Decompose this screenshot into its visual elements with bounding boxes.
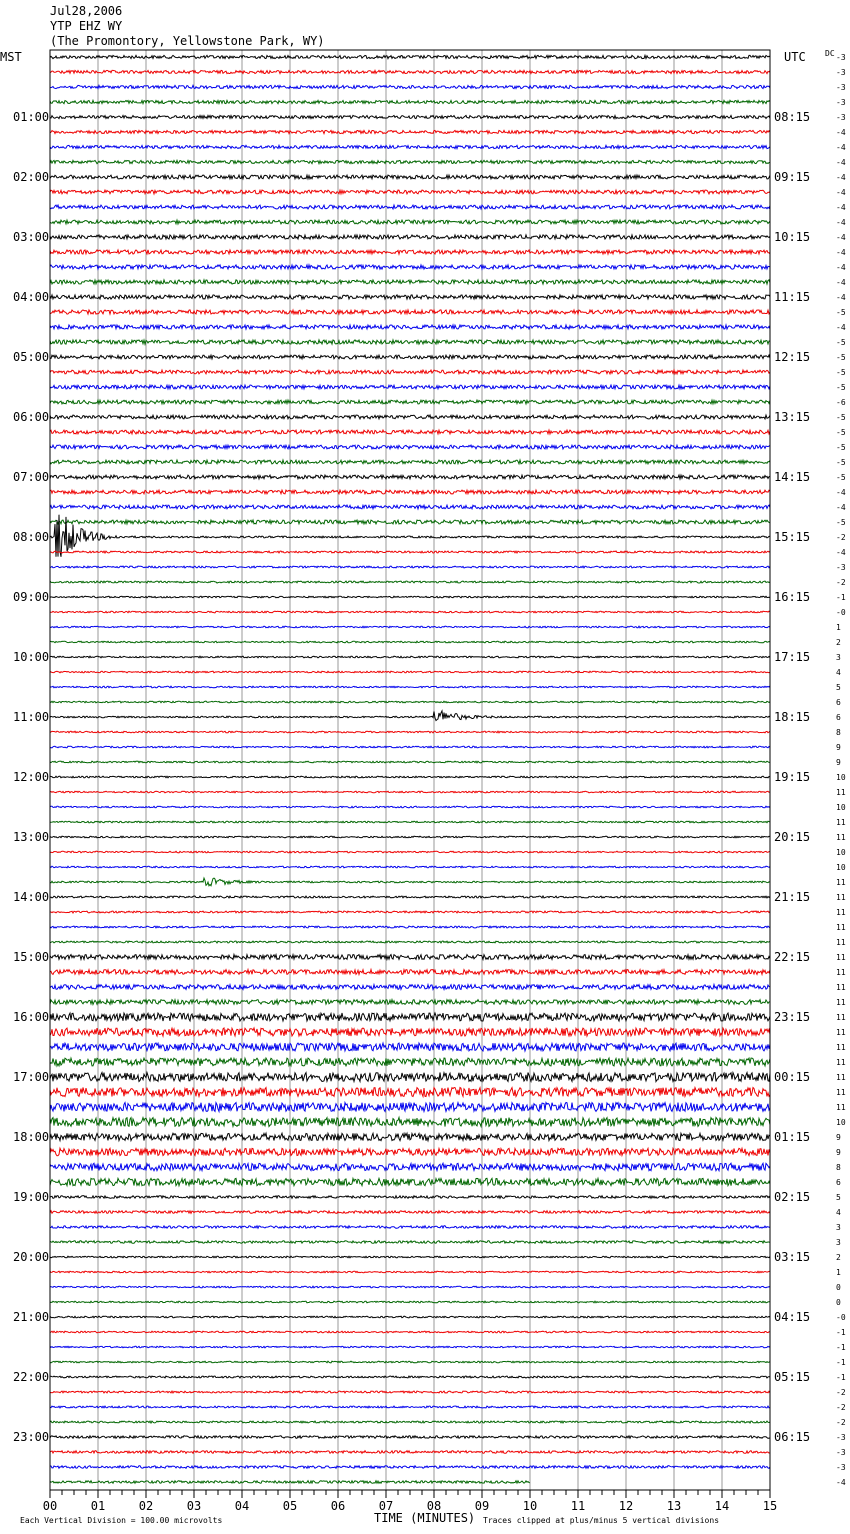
dc-offset-label: 10 — [836, 803, 846, 812]
dc-offset-label: 6 — [836, 1178, 841, 1187]
utc-hour-label: 02:15 — [774, 1190, 811, 1204]
x-axis — [43, 1490, 777, 1513]
seismic-trace — [50, 1043, 770, 1051]
seismic-trace — [50, 970, 770, 975]
dc-offset-label: -5 — [836, 518, 846, 527]
dc-label: DC — [825, 49, 835, 58]
seismic-trace — [50, 1178, 770, 1185]
dc-offset-label: -0 — [836, 608, 846, 617]
mst-hour-label: 09:00 — [13, 590, 50, 604]
mst-hour-label: 06:00 — [13, 410, 50, 424]
dc-offset-label: -4 — [836, 188, 846, 197]
seismic-trace — [50, 115, 770, 118]
seismic-trace — [50, 295, 770, 299]
seismic-trace — [50, 160, 770, 163]
seismic-trace — [50, 581, 770, 583]
seismic-trace — [50, 220, 770, 224]
seismic-trace — [50, 1028, 770, 1036]
dc-offset-label: 11 — [836, 1058, 846, 1067]
dc-offset-label: -6 — [836, 398, 846, 407]
x-tick-label: 15 — [762, 1499, 778, 1513]
dc-offset-label: -5 — [836, 308, 846, 317]
seismic-trace — [50, 1436, 770, 1439]
seismic-trace — [50, 926, 770, 928]
seismic-trace — [50, 1466, 770, 1469]
dc-offset-label: 11 — [836, 938, 846, 947]
mst-hour-label: 04:00 — [13, 290, 50, 304]
mst-hour-label: 07:00 — [13, 470, 50, 484]
dc-offset-label: 5 — [836, 1193, 841, 1202]
dc-offset-label: 11 — [836, 908, 846, 917]
seismic-trace — [50, 130, 770, 133]
x-tick-label: 11 — [570, 1499, 586, 1513]
dc-offset-label: 11 — [836, 818, 846, 827]
seismic-trace — [50, 355, 770, 359]
dc-offset-label: -2 — [836, 1403, 846, 1412]
mst-hour-label: 11:00 — [13, 710, 50, 724]
mst-hour-label: 16:00 — [13, 1010, 50, 1024]
dc-offset-label: 11 — [836, 1028, 846, 1037]
utc-hour-label: 13:15 — [774, 410, 811, 424]
dc-offset-label: 9 — [836, 1133, 841, 1142]
left-timezone-label: MST — [0, 50, 22, 64]
seismic-trace — [50, 265, 770, 269]
seismic-trace — [50, 911, 770, 913]
dc-offset-label: -5 — [836, 413, 846, 422]
dc-offset-label: 5 — [836, 683, 841, 692]
utc-hour-label: 18:15 — [774, 710, 811, 724]
dc-offset-label: 10 — [836, 863, 846, 872]
seismic-trace — [50, 566, 770, 568]
dc-offset-label: -4 — [836, 143, 846, 152]
dc-offset-label: 10 — [836, 1118, 846, 1127]
dc-offset-label: 6 — [836, 713, 841, 722]
dc-offset-label: 11 — [836, 983, 846, 992]
seismic-trace — [50, 806, 770, 808]
seismic-trace — [50, 415, 770, 419]
dc-offset-label: -2 — [836, 1388, 846, 1397]
seismic-trace — [50, 1133, 770, 1140]
utc-hour-label: 11:15 — [774, 290, 811, 304]
dc-offset-label: 11 — [836, 953, 846, 962]
seismic-trace — [50, 1256, 770, 1258]
dc-offset-label: -2 — [836, 1418, 846, 1427]
dc-offset-label: -5 — [836, 353, 846, 362]
dc-offset-label: -5 — [836, 338, 846, 347]
dc-offset-label: 4 — [836, 668, 841, 677]
dc-offset-label: -5 — [836, 428, 846, 437]
seismic-trace — [50, 686, 770, 688]
seismic-trace — [50, 175, 770, 179]
seismic-trace — [50, 1286, 770, 1288]
x-tick-label: 06 — [330, 1499, 346, 1513]
x-tick-label: 04 — [234, 1499, 250, 1513]
seismic-trace — [50, 711, 770, 721]
dc-offset-label: -1 — [836, 1328, 846, 1337]
utc-hour-label: 09:15 — [774, 170, 811, 184]
utc-hour-label: 15:15 — [774, 530, 811, 544]
seismic-trace — [50, 1316, 770, 1318]
seismic-trace — [50, 1226, 770, 1229]
seismic-trace — [50, 731, 770, 733]
seismic-trace — [50, 1013, 770, 1021]
seismic-trace — [50, 985, 770, 990]
seismic-trace — [50, 1421, 770, 1423]
dc-offset-label: -4 — [836, 248, 846, 257]
seismic-trace — [50, 656, 770, 658]
seismic-trace — [50, 1163, 770, 1170]
seismic-trace — [50, 55, 770, 58]
utc-hour-label: 20:15 — [774, 830, 811, 844]
dc-offset-label: 11 — [836, 998, 846, 1007]
seismic-trace — [50, 626, 770, 628]
dc-offset-label: 8 — [836, 1163, 841, 1172]
x-tick-label: 14 — [714, 1499, 730, 1513]
seismic-trace — [50, 1361, 770, 1363]
dc-offset-label: 3 — [836, 1238, 841, 1247]
seismic-trace — [50, 1118, 770, 1127]
dc-offset-label: -4 — [836, 1478, 846, 1487]
seismic-trace — [50, 1058, 770, 1066]
seismic-trace — [50, 190, 770, 194]
seismic-trace — [50, 1196, 770, 1199]
seismic-trace — [50, 641, 770, 643]
seismic-trace — [50, 100, 770, 103]
seismic-trace — [50, 941, 770, 943]
seismic-trace — [50, 460, 770, 464]
seismic-trace — [50, 596, 770, 598]
date-label: Jul28,2006 — [50, 4, 123, 18]
dc-offset-label: 10 — [836, 848, 846, 857]
dc-offset-label: -4 — [836, 173, 846, 182]
x-tick-label: 13 — [666, 1499, 682, 1513]
seismic-trace — [50, 85, 770, 88]
seismic-trace — [50, 400, 770, 404]
utc-hour-label: 00:15 — [774, 1070, 811, 1084]
seismic-trace — [50, 851, 770, 853]
seismic-trace — [50, 205, 770, 209]
utc-hour-label: 10:15 — [774, 230, 811, 244]
utc-hour-label: 19:15 — [774, 770, 811, 784]
seismic-trace — [50, 280, 770, 284]
station-label: YTP EHZ WY — [50, 19, 123, 33]
dc-offset-label: -4 — [836, 263, 846, 272]
utc-hour-label: 23:15 — [774, 1010, 811, 1024]
seismic-trace — [50, 475, 770, 479]
seismic-trace — [50, 1211, 770, 1214]
division-note: Each Vertical Division = 100.00 microvolts — [20, 1516, 223, 1525]
seismic-trace — [50, 1103, 770, 1112]
seismic-trace — [50, 746, 770, 748]
utc-hour-label: 05:15 — [774, 1370, 811, 1384]
x-tick-label: 02 — [138, 1499, 154, 1513]
dc-offset-label: -4 — [836, 203, 846, 212]
dc-offset-label: 11 — [836, 788, 846, 797]
mst-hour-label: 03:00 — [13, 230, 50, 244]
dc-offset-label: -5 — [836, 368, 846, 377]
dc-offset-label: -3 — [836, 53, 846, 62]
x-tick-label: 08 — [426, 1499, 442, 1513]
dc-offset-label: 2 — [836, 638, 841, 647]
dc-offset-label: -1 — [836, 1373, 846, 1382]
dc-offset-label: -3 — [836, 1448, 846, 1457]
clip-note: Traces clipped at plus/minus 5 vertical divisions — [483, 1516, 720, 1525]
dc-offset-label: 9 — [836, 1148, 841, 1157]
x-tick-label: 01 — [90, 1499, 106, 1513]
seismic-trace — [50, 878, 770, 886]
dc-offset-label: 11 — [836, 833, 846, 842]
dc-offset-label: -1 — [836, 1343, 846, 1352]
utc-hour-label: 22:15 — [774, 950, 811, 964]
dc-offset-label: -4 — [836, 158, 846, 167]
seismic-trace — [50, 701, 770, 703]
dc-offset-label: 11 — [836, 968, 846, 977]
seismic-trace — [50, 340, 770, 344]
seismic-trace — [50, 821, 770, 823]
x-tick-label: 00 — [42, 1499, 58, 1513]
dc-offset-label: -3 — [836, 563, 846, 572]
dc-offset-label: -5 — [836, 443, 846, 452]
mst-hour-label: 13:00 — [13, 830, 50, 844]
dc-offset-label: 2 — [836, 1253, 841, 1262]
dc-offset-label: -4 — [836, 488, 846, 497]
seismic-trace — [50, 310, 770, 314]
seismic-trace — [50, 250, 770, 254]
mst-hour-label: 21:00 — [13, 1310, 50, 1324]
dc-offset-label: -4 — [836, 278, 846, 287]
dc-offset-label: -0 — [836, 1313, 846, 1322]
x-tick-label: 09 — [474, 1499, 490, 1513]
dc-offset-label: 1 — [836, 1268, 841, 1277]
x-tick-label: 05 — [282, 1499, 298, 1513]
seismic-trace — [50, 1301, 770, 1303]
seismic-trace — [50, 955, 770, 960]
dc-offset-label: -4 — [836, 548, 846, 557]
seismic-trace — [50, 1073, 770, 1082]
dc-offset-label: 11 — [836, 893, 846, 902]
dc-offset-label: -4 — [836, 128, 846, 137]
seismic-trace — [50, 836, 770, 838]
seismic-trace — [50, 235, 770, 239]
dc-offset-label: -4 — [836, 233, 846, 242]
dc-offset-label: -3 — [836, 83, 846, 92]
dc-offset-label: -5 — [836, 383, 846, 392]
seismic-trace — [50, 1406, 770, 1408]
dc-offset-label: -3 — [836, 1433, 846, 1442]
dc-offset-label: 11 — [836, 1013, 846, 1022]
x-tick-label: 12 — [618, 1499, 634, 1513]
seismic-trace — [50, 505, 770, 509]
x-tick-label: 10 — [522, 1499, 538, 1513]
seismic-trace — [50, 1088, 770, 1097]
mst-hour-label: 12:00 — [13, 770, 50, 784]
dc-offset-label: -4 — [836, 293, 846, 302]
x-tick-label: 03 — [186, 1499, 202, 1513]
seismic-trace — [50, 671, 770, 673]
mst-hour-label: 15:00 — [13, 950, 50, 964]
dc-offset-label: -3 — [836, 1463, 846, 1472]
location-label: (The Promontory, Yellowstone Park, WY) — [50, 34, 325, 48]
seismic-trace — [50, 490, 770, 494]
dc-offset-label: 4 — [836, 1208, 841, 1217]
utc-hour-label: 03:15 — [774, 1250, 811, 1264]
dc-offset-label: -3 — [836, 98, 846, 107]
dc-offset-label: -2 — [836, 533, 846, 542]
mst-hour-label: 08:00 — [13, 530, 50, 544]
mst-hour-label: 22:00 — [13, 1370, 50, 1384]
dc-offset-label: 6 — [836, 698, 841, 707]
dc-offset-label: -2 — [836, 578, 846, 587]
dc-offset-label: -4 — [836, 218, 846, 227]
utc-hour-label: 12:15 — [774, 350, 811, 364]
seismic-trace — [50, 791, 770, 793]
seismic-trace — [50, 611, 770, 613]
mst-hour-label: 14:00 — [13, 890, 50, 904]
utc-hour-label: 04:15 — [774, 1310, 811, 1324]
seismic-trace — [50, 145, 770, 148]
dc-offset-label: -3 — [836, 113, 846, 122]
seismic-trace — [50, 70, 770, 73]
dc-offset-label: -4 — [836, 503, 846, 512]
trace-layer — [50, 55, 770, 1483]
seismic-trace — [50, 430, 770, 434]
seismic-trace — [50, 1391, 770, 1393]
dc-offset-label: 1 — [836, 623, 841, 632]
dc-offset-label: 0 — [836, 1298, 841, 1307]
utc-hour-label: 01:15 — [774, 1130, 811, 1144]
mst-hour-label: 17:00 — [13, 1070, 50, 1084]
seismic-trace — [50, 1451, 770, 1454]
utc-hour-label: 14:15 — [774, 470, 811, 484]
seismic-trace — [50, 1148, 770, 1155]
dc-offset-label: 11 — [836, 1073, 846, 1082]
seismic-trace — [50, 520, 770, 524]
dc-offset-label: 3 — [836, 653, 841, 662]
dc-offset-label: 10 — [836, 773, 846, 782]
utc-hour-label: 17:15 — [774, 650, 811, 664]
mst-hour-label: 05:00 — [13, 350, 50, 364]
dc-offset-label: 11 — [836, 1043, 846, 1052]
mst-hour-label: 10:00 — [13, 650, 50, 664]
dc-offset-label: 9 — [836, 743, 841, 752]
seismic-trace — [50, 370, 770, 374]
mst-hour-label: 19:00 — [13, 1190, 50, 1204]
utc-hour-label: 06:15 — [774, 1430, 811, 1444]
dc-offset-label: -4 — [836, 323, 846, 332]
seismic-trace — [50, 1346, 770, 1348]
seismic-trace — [50, 1271, 770, 1273]
dc-offset-label: 8 — [836, 728, 841, 737]
seismic-trace — [50, 385, 770, 389]
mst-hour-label: 02:00 — [13, 170, 50, 184]
utc-hour-label: 16:15 — [774, 590, 811, 604]
dc-offset-label: 11 — [836, 1103, 846, 1112]
dc-offset-label: 11 — [836, 923, 846, 932]
utc-hour-label: 08:15 — [774, 110, 811, 124]
dc-offset-label: -5 — [836, 473, 846, 482]
seismic-trace — [50, 896, 770, 898]
right-timezone-label: UTC — [784, 50, 806, 64]
mst-hour-label: 01:00 — [13, 110, 50, 124]
seismic-trace — [50, 551, 770, 553]
dc-offset-label: 9 — [836, 758, 841, 767]
dc-offset-label: -3 — [836, 68, 846, 77]
seismic-trace — [50, 325, 770, 329]
seismic-trace — [50, 776, 770, 778]
seismic-trace — [50, 1331, 770, 1333]
dc-offset-label: -1 — [836, 1358, 846, 1367]
seismic-trace — [50, 445, 770, 449]
seismic-trace — [50, 761, 770, 763]
x-tick-label: 07 — [378, 1499, 394, 1513]
mst-hour-label: 20:00 — [13, 1250, 50, 1264]
dc-offset-label: 11 — [836, 1088, 846, 1097]
dc-offset-label: -1 — [836, 593, 846, 602]
seismic-trace — [50, 1000, 770, 1005]
dc-offset-label: -5 — [836, 458, 846, 467]
seismic-trace — [50, 1241, 770, 1244]
dc-offset-label: 0 — [836, 1283, 841, 1292]
seismic-trace — [50, 866, 770, 868]
mst-hour-label: 23:00 — [13, 1430, 50, 1444]
mst-hour-label: 18:00 — [13, 1130, 50, 1144]
utc-hour-label: 21:15 — [774, 890, 811, 904]
dc-offset-label: 3 — [836, 1223, 841, 1232]
seismic-trace — [50, 1376, 770, 1378]
dc-offset-label: 11 — [836, 878, 846, 887]
x-axis-title: TIME (MINUTES) — [374, 1511, 476, 1525]
